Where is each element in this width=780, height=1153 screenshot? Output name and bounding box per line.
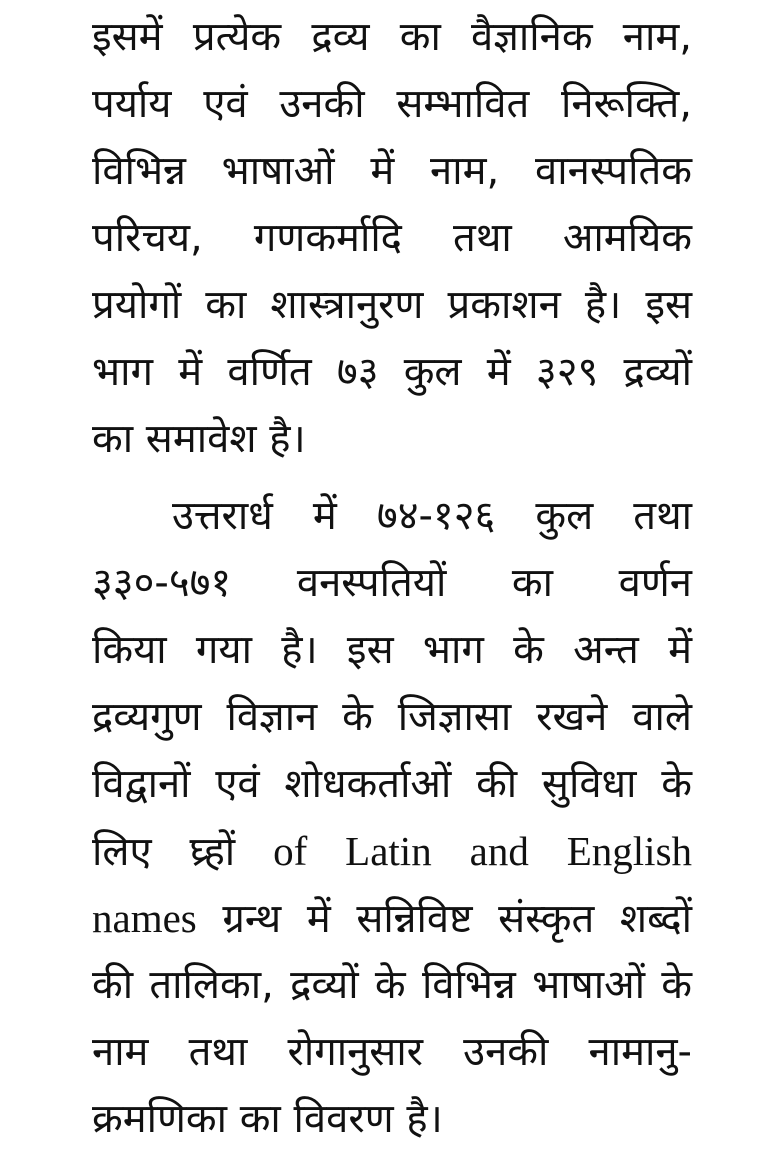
text-line: की तालिका, द्रव्यों के विभिन्न भाषाओं के (92, 962, 692, 1008)
text-line: क्रमणिका का विवरण है। (92, 1096, 443, 1142)
text-line: नाम तथा रोगानुसार उनकी नामानु- (92, 1029, 692, 1075)
text-line: भाग में वर्णित ७३ कुल में ३२९ द्रव्यों (92, 349, 692, 395)
text-line: विभिन्न भाषाओं में नाम, वानस्पतिक (92, 148, 692, 194)
text-line: ३३०-५७१ वनस्पतियों का वर्णन (92, 560, 692, 606)
text-line: का समावेश है। (92, 416, 306, 462)
text-line: पर्याय एवं उनकी सम्भावित निरूक्ति, (92, 81, 692, 127)
paragraph-contents (92, 4, 692, 473)
text-line: लिए घ्र्हों of Latin and English (92, 828, 693, 875)
text-line: परिचय, गणकर्मादि तथा आमयिक (92, 215, 692, 261)
paragraph-uttarardha (92, 483, 692, 1153)
document-page (92, 0, 692, 1153)
text-line: इसमें प्रत्येक द्रव्य का वैज्ञानिक नाम, (92, 14, 692, 60)
text-line: उत्तरार्ध में ७४-१२६ कुल तथा (172, 493, 692, 539)
text-line: द्रव्यगुण विज्ञान के जिज्ञासा रखने वाले (92, 694, 692, 740)
text-line: names ग्रन्थ में सन्निविष्ट संस्कृत शब्दों (92, 895, 693, 942)
text-line: विद्वानों एवं शोधकर्ताओं की सुविधा के (92, 761, 692, 807)
text-line: प्रयोगों का शास्त्रानुरण प्रकाशन है। इस (92, 282, 692, 328)
text-line: किया गया है। इस भाग के अन्त में (92, 627, 692, 673)
